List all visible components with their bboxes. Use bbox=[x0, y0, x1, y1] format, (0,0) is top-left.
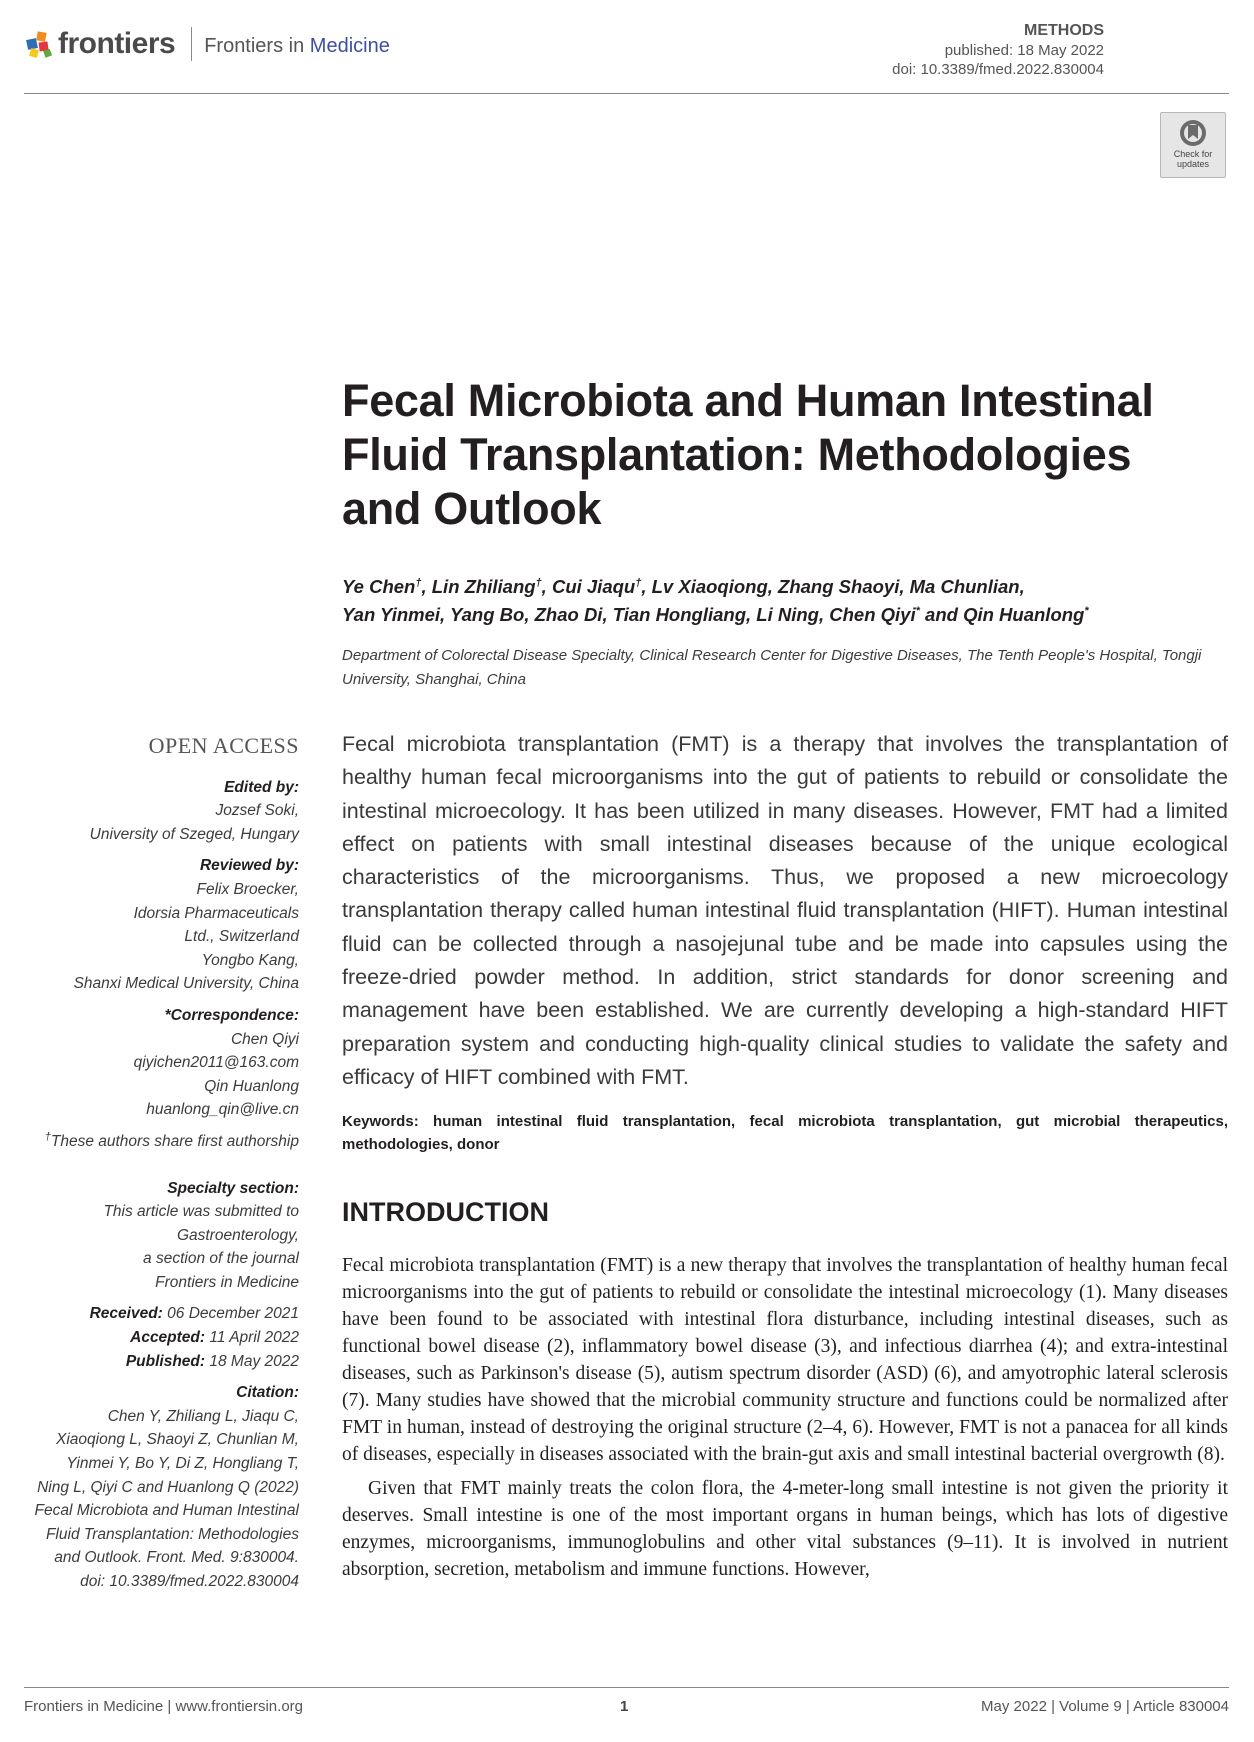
journal-name-prefix: Frontiers in bbox=[204, 34, 310, 57]
logo-divider bbox=[191, 27, 192, 61]
reviewed-by-label: Reviewed by: bbox=[199, 857, 299, 875]
section-heading-introduction: INTRODUCTION bbox=[342, 1197, 549, 1227]
article-title: Fecal Microbiota and Human Intestinal Fluid Transplantation: Methodologies and Outlook bbox=[342, 375, 1154, 534]
sidebar-line: Frontiers in Medicine bbox=[155, 1273, 299, 1291]
author-name[interactable]: Lv Xiaoqiong bbox=[651, 576, 768, 597]
sidebar-line: University of Szeged, Hungary bbox=[89, 825, 299, 843]
open-access-label[interactable]: OPEN ACCESS bbox=[148, 733, 299, 758]
article-type: METHODS bbox=[1024, 22, 1104, 39]
sidebar-line: Yongbo Kang, bbox=[201, 951, 299, 969]
keywords-value: human intestinal fluid transplantation, fecal microbiota transplantation, gut microbial therapeutics, methodologies, donor bbox=[342, 1113, 1228, 1153]
author-name[interactable]: Zhao Di bbox=[534, 604, 603, 625]
author-name[interactable]: Li Ning bbox=[756, 604, 819, 625]
accepted-value: 11 April 2022 bbox=[209, 1329, 299, 1347]
sidebar-line: Xiaoqiong L, Shaoyi Z, Chunlian M, bbox=[56, 1431, 299, 1449]
first-authorship-note bbox=[9, 1130, 299, 1154]
citation-label: Citation: bbox=[236, 1384, 299, 1402]
sidebar-line: and Outlook. Front. Med. 9:830004. bbox=[54, 1549, 299, 1567]
author-name[interactable]: Zhang Shaoyi bbox=[778, 576, 900, 597]
sidebar-line: Yinmei Y, Bo Y, Di Z, Hongliang T, bbox=[66, 1455, 299, 1473]
keywords bbox=[342, 1110, 1228, 1156]
sidebar-line: doi: 10.3389/fmed.2022.830004 bbox=[80, 1573, 299, 1590]
author-name[interactable]: Chen Qiyi* bbox=[829, 604, 920, 625]
edited-by-label: Edited by: bbox=[224, 778, 299, 796]
article-info-sidebar bbox=[9, 734, 299, 1602]
author-name[interactable]: Tian Hongliang bbox=[612, 604, 747, 625]
received-value: 06 December 2021 bbox=[167, 1305, 299, 1323]
sidebar-line[interactable]: qiyichen2011@163.com bbox=[133, 1054, 299, 1072]
correspondence-label: *Correspondence: bbox=[164, 1006, 299, 1024]
sidebar-line: a section of the journal bbox=[143, 1250, 299, 1268]
sidebar-line: Chen Y, Zhiliang L, Jiaqu C, bbox=[107, 1407, 299, 1425]
check-updates-line1: Check for bbox=[1173, 149, 1213, 159]
dagger-mark: † bbox=[44, 1130, 51, 1143]
doi-link[interactable]: doi: 10.3389/fmed.2022.830004 bbox=[892, 61, 1104, 78]
citation-list bbox=[9, 1405, 299, 1594]
received-label: Received: bbox=[89, 1305, 163, 1323]
sidebar-line: Idorsia Pharmaceuticals bbox=[133, 904, 299, 922]
footer-issue-info: May 2022 | Volume 9 | Article 830004 bbox=[981, 1698, 1229, 1715]
body-text bbox=[342, 1252, 1228, 1583]
header-divider bbox=[24, 93, 1229, 94]
published-date-sidebar bbox=[9, 1350, 299, 1374]
edited-by-section bbox=[9, 776, 299, 847]
author-name[interactable]: Qin Huanlong* bbox=[963, 604, 1089, 625]
specialty-section bbox=[9, 1177, 299, 1295]
first-authorship-text: These authors share first authorship bbox=[50, 1132, 299, 1150]
accepted-date bbox=[9, 1326, 299, 1350]
author-mark: † bbox=[635, 576, 642, 589]
edited-by-list bbox=[9, 799, 299, 846]
affiliation: Department of Colorectal Disease Specialty, Clinical Research Center for Digestive Diseases, The Tenth People's Hospital, Tongji University, Shanghai, China bbox=[342, 647, 1202, 688]
author-name[interactable]: Cui Jiaqu† bbox=[551, 576, 642, 597]
author-name[interactable]: Yan Yinmei bbox=[342, 604, 441, 625]
crossmark-icon bbox=[1179, 119, 1207, 147]
footer-journal-link[interactable]: Frontiers in Medicine | www.frontiersin.org bbox=[24, 1698, 303, 1715]
frontiers-logo[interactable] bbox=[24, 26, 390, 62]
page-number: 1 bbox=[620, 1698, 629, 1715]
author-mark: † bbox=[535, 576, 542, 589]
publication-meta bbox=[892, 41, 1104, 79]
dates-section bbox=[9, 1302, 299, 1373]
sidebar-line: Qin Huanlong bbox=[204, 1077, 299, 1095]
check-for-updates-button[interactable] bbox=[1160, 112, 1226, 178]
journal-name[interactable] bbox=[204, 35, 390, 58]
author-name[interactable]: Ma Chunlian bbox=[909, 576, 1020, 597]
footer-divider bbox=[24, 1687, 1229, 1688]
sidebar-line: Ning L, Qiyi C and Huanlong Q (2022) bbox=[37, 1478, 299, 1496]
author-name[interactable]: Yang Bo bbox=[449, 604, 525, 625]
correspondence-section bbox=[9, 1004, 299, 1122]
journal-name-field: Medicine bbox=[309, 34, 390, 57]
sidebar-line: Ltd., Switzerland bbox=[184, 928, 299, 946]
author-name[interactable]: Lin Zhiliang† bbox=[431, 576, 542, 597]
author-mark: † bbox=[415, 576, 422, 589]
specialty-list bbox=[9, 1200, 299, 1294]
accepted-label: Accepted: bbox=[130, 1329, 206, 1347]
reviewed-by-list bbox=[9, 878, 299, 996]
sidebar-line: Fluid Transplantation: Methodologies bbox=[45, 1525, 299, 1543]
author-mark: * bbox=[915, 604, 920, 617]
published-value: 18 May 2022 bbox=[209, 1352, 299, 1370]
published-date: published: 18 May 2022 bbox=[944, 42, 1104, 59]
paragraph: Given that FMT mainly treats the colon flora, the 4-meter-long small intestine is not given the priority it deserves. Small intestine is one of the most important organs in human beings, which has lots of digestive enzymes, microorganisms, immunoglobulins and other vital substances (9–11). It is involved in nutrient absorption, secretion, metabolism and immune functions. However, bbox=[342, 1478, 1228, 1580]
check-updates-label bbox=[1161, 149, 1225, 169]
specialty-label: Specialty section: bbox=[167, 1179, 299, 1197]
author-list: Ye Chen†, Lin Zhiliang†, Cui Jiaqu†, Lv Xiaoqiong, Zhang Shaoyi, Ma Chunlian, Yan Yinmei, Yang Bo, Zhao Di, Tian Hongliang, Li Ning, Chen Qiyi* and Qin Huanlong* bbox=[342, 576, 1089, 625]
brand-name: frontiers bbox=[58, 27, 176, 60]
sidebar-line: Chen Qiyi bbox=[230, 1030, 299, 1048]
received-date bbox=[9, 1302, 299, 1326]
sidebar-line: Shanxi Medical University, China bbox=[73, 975, 299, 993]
sidebar-line: Fecal Microbiota and Human Intestinal bbox=[34, 1502, 299, 1520]
reviewed-by-section bbox=[9, 854, 299, 996]
paragraph: Fecal microbiota transplantation (FMT) is a new therapy that involves the transplantation of healthy human fecal microorganisms into the gut of patients to rebuild or consolidate the intestinal microecology (1). Many diseases have been found to be associated with intestinal flora disturbance, including intestinal diseases, such as functional bowel disease (2), inflammatory bowel disease (3), and infectious diarrhea (4); and extra-intestinal diseases, such as Parkinson's disease (5), autism spectrum disorder (ASD) (6), and amyotrophic lateral sclerosis (7). Many studies have showed that the microbial community structure and functions could be normalized after FMT in human, instead of destroying the original structure (2–4, 6). However, FMT is not a panacea for all kinds of diseases, especially in diseases associated with the brain-gut axis and small intestinal bacterial overgrowth (8). bbox=[342, 1255, 1228, 1465]
sidebar-line: This article was submitted to bbox=[103, 1203, 299, 1221]
keywords-label: Keywords: bbox=[342, 1113, 419, 1130]
sidebar-line[interactable]: huanlong_qin@live.cn bbox=[146, 1101, 299, 1119]
author-name[interactable]: Ye Chen† bbox=[342, 576, 422, 597]
citation-section bbox=[9, 1381, 299, 1593]
check-updates-line2: updates bbox=[1176, 159, 1210, 169]
sidebar-line: Gastroenterology, bbox=[176, 1226, 299, 1244]
author-mark: * bbox=[1084, 604, 1089, 617]
published-label: Published: bbox=[125, 1352, 206, 1370]
frontiers-logo-icon bbox=[24, 29, 54, 59]
sidebar-line: Jozsef Soki, bbox=[215, 802, 299, 820]
abstract: Fecal microbiota transplantation (FMT) is a therapy that involves the transplantation of healthy human fecal microorganisms into the gut of patients to rebuild or consolidate the intestinal microecology. It has been utilized in many diseases. However, FMT had a limited effect on patients with small intestinal diseases because of the unique ecological characteristics of the microorganisms. Thus, we proposed a new microecology transplantation therapy called human intestinal fluid transplantation (HIFT). Human intestinal fluid can be collected through a nasojejunal tube and be made into capsules using the freeze-dried powder method. In addition, strict standards for donor screening and management have been established. We are currently developing a high-standard HIFT preparation system and conducting high-quality clinical studies to validate the safety and efficacy of HIFT combined with FMT. bbox=[342, 732, 1228, 1089]
sidebar-line: Felix Broecker, bbox=[196, 880, 299, 898]
correspondence-list[interactable] bbox=[9, 1028, 299, 1122]
